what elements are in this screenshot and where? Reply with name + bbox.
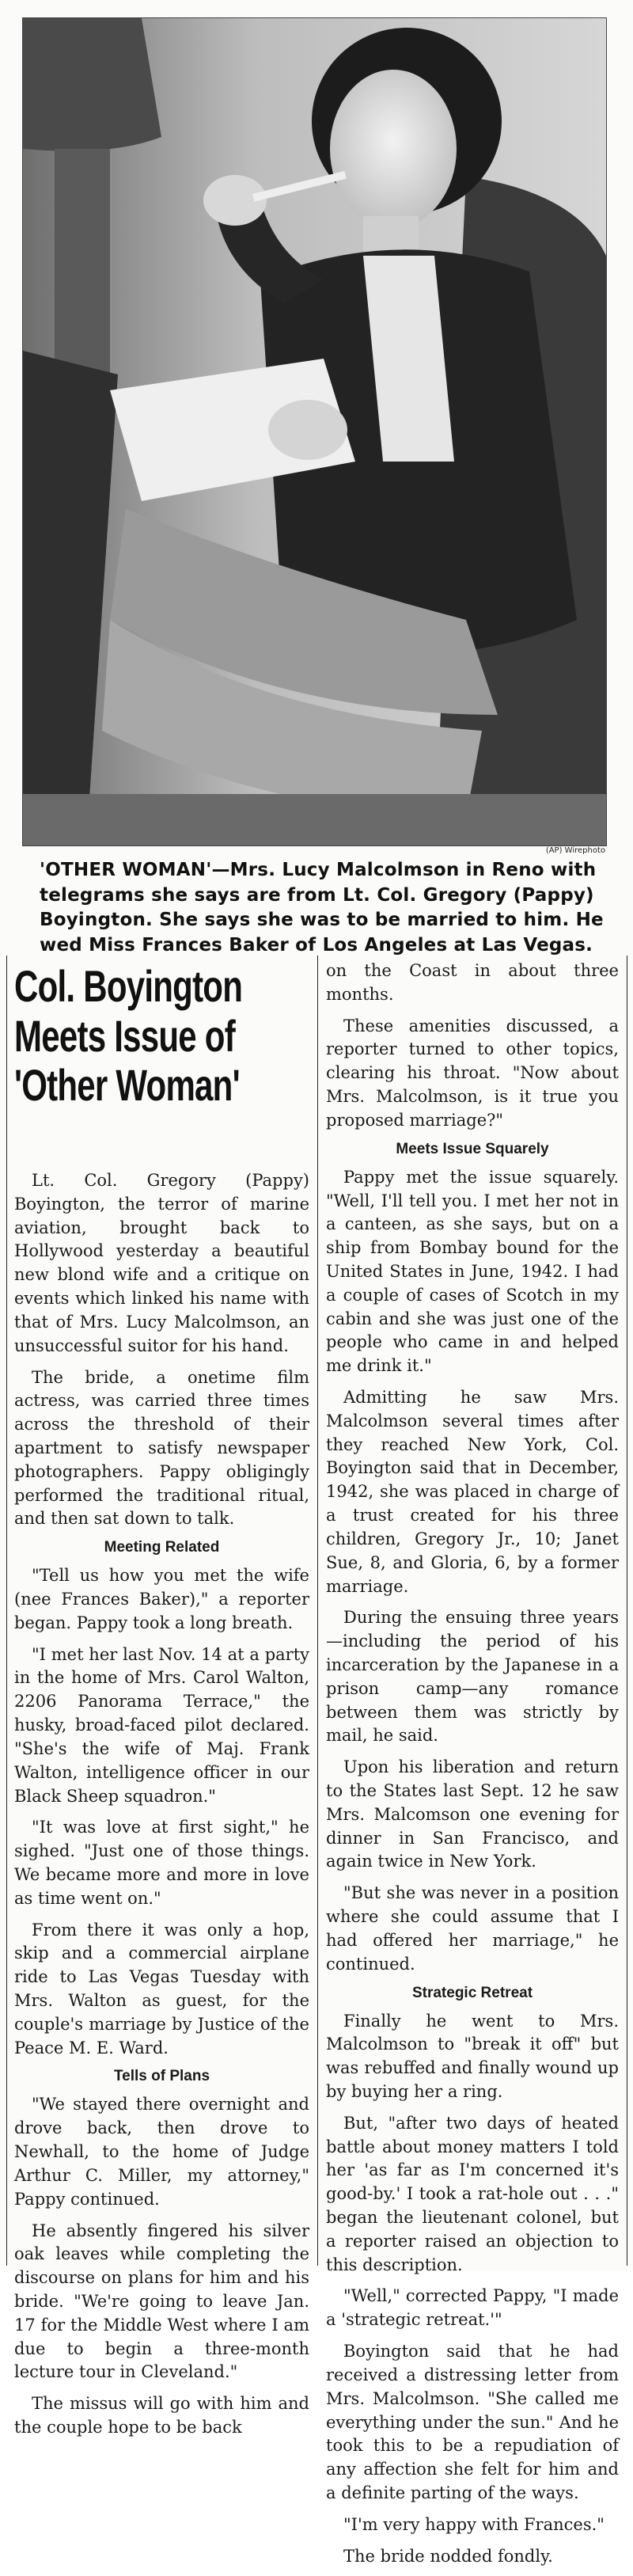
paragraph: on the Coast in about three months. xyxy=(326,961,619,1004)
caption-text: —Mrs. Lucy Malcolmson in Reno with telegrams she says are from Lt. Col. Gregory (Pappy) Boyington. She says she was to be married to him. He wed Miss Frances Baker of Los Angeles at Las Vegas. xyxy=(40,860,604,956)
paragraph: Lt. Col. Gregory (Pappy) Boyington, the terror of marine aviation, brought back to Hollywood yesterday a beautiful new blond wife and a critique on events which linked his name with that of Mrs. Lucy Malcolmson, an unsuccessful suitor for his hand. xyxy=(14,1171,309,1355)
paragraph: The bride nodded fondly. xyxy=(343,2546,553,2566)
left-border xyxy=(6,956,7,2266)
paragraph: "I'm very happy with Frances." xyxy=(343,2514,605,2534)
paragraph: From there it was only a hop, skip and a commercial airplane ride to Las Vegas Tuesday with Mrs. Walton as guest, for the couple's marriage by Justice of the Peace M. E. Ward. xyxy=(14,1920,309,2057)
paragraph: "I met her last Nov. 14 at a party in the home of Mrs. Carol Walton, 2206 Panorama Terrace," the husky, broad-faced pilot declared. "She's the wife of Maj. Frank Walton, intelligence officer in our Black Sheep squadron." xyxy=(14,1644,309,1806)
paragraph: Pappy met the issue squarely. "Well, I'll tell you. I met her not in a canteen, as she says, but on a ship from Bombay bound for the United States in June, 1942. I had a couple of cases of Scotch in my cabin and she was just one of the people who came in and helped me drink it." xyxy=(326,1167,619,1376)
subheading: Meets Issue Squarely xyxy=(396,1140,549,1157)
subheading: Strategic Retreat xyxy=(411,1984,533,2001)
paragraph: Upon his liberation and return to the States last Sept. 12 he saw Mrs. Malcomson one evening for dinner in San Francisco, and again twice in New York. xyxy=(326,1757,619,1871)
paragraph: He absently fingered his silver oak leaves while completing the discourse on plans for him and his bride. "We're going to leave Jan. 17 for the Middle West where I am due to begin a three-month lecture tour in Cleveland." xyxy=(14,2221,309,2382)
paragraph: Admitting he saw Mrs. Malcolmson several times after they reached New York, Col. Boyington said that in December, 1942, she was placed in charge of a trust created for his three children, Gregory Jr., 10; Janet Sue, 8, and Gloria, 6, by a former marriage. xyxy=(326,1388,619,1596)
paragraph: The missus will go with him and the couple hope to be back xyxy=(14,2394,309,2437)
news-photo xyxy=(22,17,607,846)
photo-credit: (AP) Wirephoto xyxy=(545,846,605,855)
paragraph: "Tell us how you met the wife (nee Frances Baker)," a reporter began. Pappy took a long breath. xyxy=(14,1566,309,1632)
paragraph: "We stayed there overnight and drove back, then drove to Newhall, to the home of Judge Arthur C. Miller, my attorney," Pappy continued. xyxy=(14,2095,309,2209)
portrait-photo-icon xyxy=(23,18,606,845)
paragraph: "Well," corrected Pappy, "I made a 'strategic retreat.'" xyxy=(326,2286,619,2330)
left-column-body xyxy=(14,1169,309,2440)
right-column xyxy=(326,959,619,2576)
subheading: Tells of Plans xyxy=(113,2068,210,2085)
paragraph: During the ensuing three years—including the period of his incarceration by the Japanese in a prison camp—any romance between them was strictly by mail, he said. xyxy=(326,1608,619,1746)
paragraph: The bride, a onetime film actress, was carried three times across the threshold of their apartment to satisfy newspaper photographers. Pappy obligingly performed the traditional ritual, and then sat down to talk. xyxy=(14,1367,309,1529)
headline: Col. Boyington Meets Issue of 'Other Woman' xyxy=(14,961,243,1111)
paragraph: But, "after two days of heated battle about money matters I told her 'as far as I'm concerned it's good-by.' I took a rat-hole out . . ." began the lieutenant colonel, but a reporter raised an objection to this description. xyxy=(326,2113,619,2274)
paragraph: "But she was never in a position where she could assume that I had offered her marriage," he continued. xyxy=(326,1883,619,1974)
paragraph: Finally he went to Mrs. Malcolmson to "break it off" but was rebuffed and finally wound up by buying her a ring. xyxy=(326,2011,619,2101)
paragraph: Boyington said that he had received a distressing letter from Mrs. Malcolmson. "She called me everything under the sun." And he took this to be a repudiation of any affection she felt for him and a definite parting of the ways. xyxy=(326,2342,619,2502)
photo-caption xyxy=(40,858,605,959)
column-divider xyxy=(317,956,318,2266)
paragraph: These amenities discussed, a reporter turned to other topics, clearing his throat. "Now about Mrs. Malcolmson, is it true you proposed marriage?" xyxy=(326,1016,619,1130)
caption-lead: 'OTHER WOMAN' xyxy=(40,860,212,880)
subheading: Meeting Related xyxy=(104,1539,220,1556)
paragraph: "It was love at first sight," he sighed. "Just one of those things. We became more and more in love as time went on." xyxy=(14,1818,309,1908)
right-column-body xyxy=(326,959,619,2568)
left-column xyxy=(14,962,309,2448)
headline-wrap xyxy=(14,962,309,1169)
